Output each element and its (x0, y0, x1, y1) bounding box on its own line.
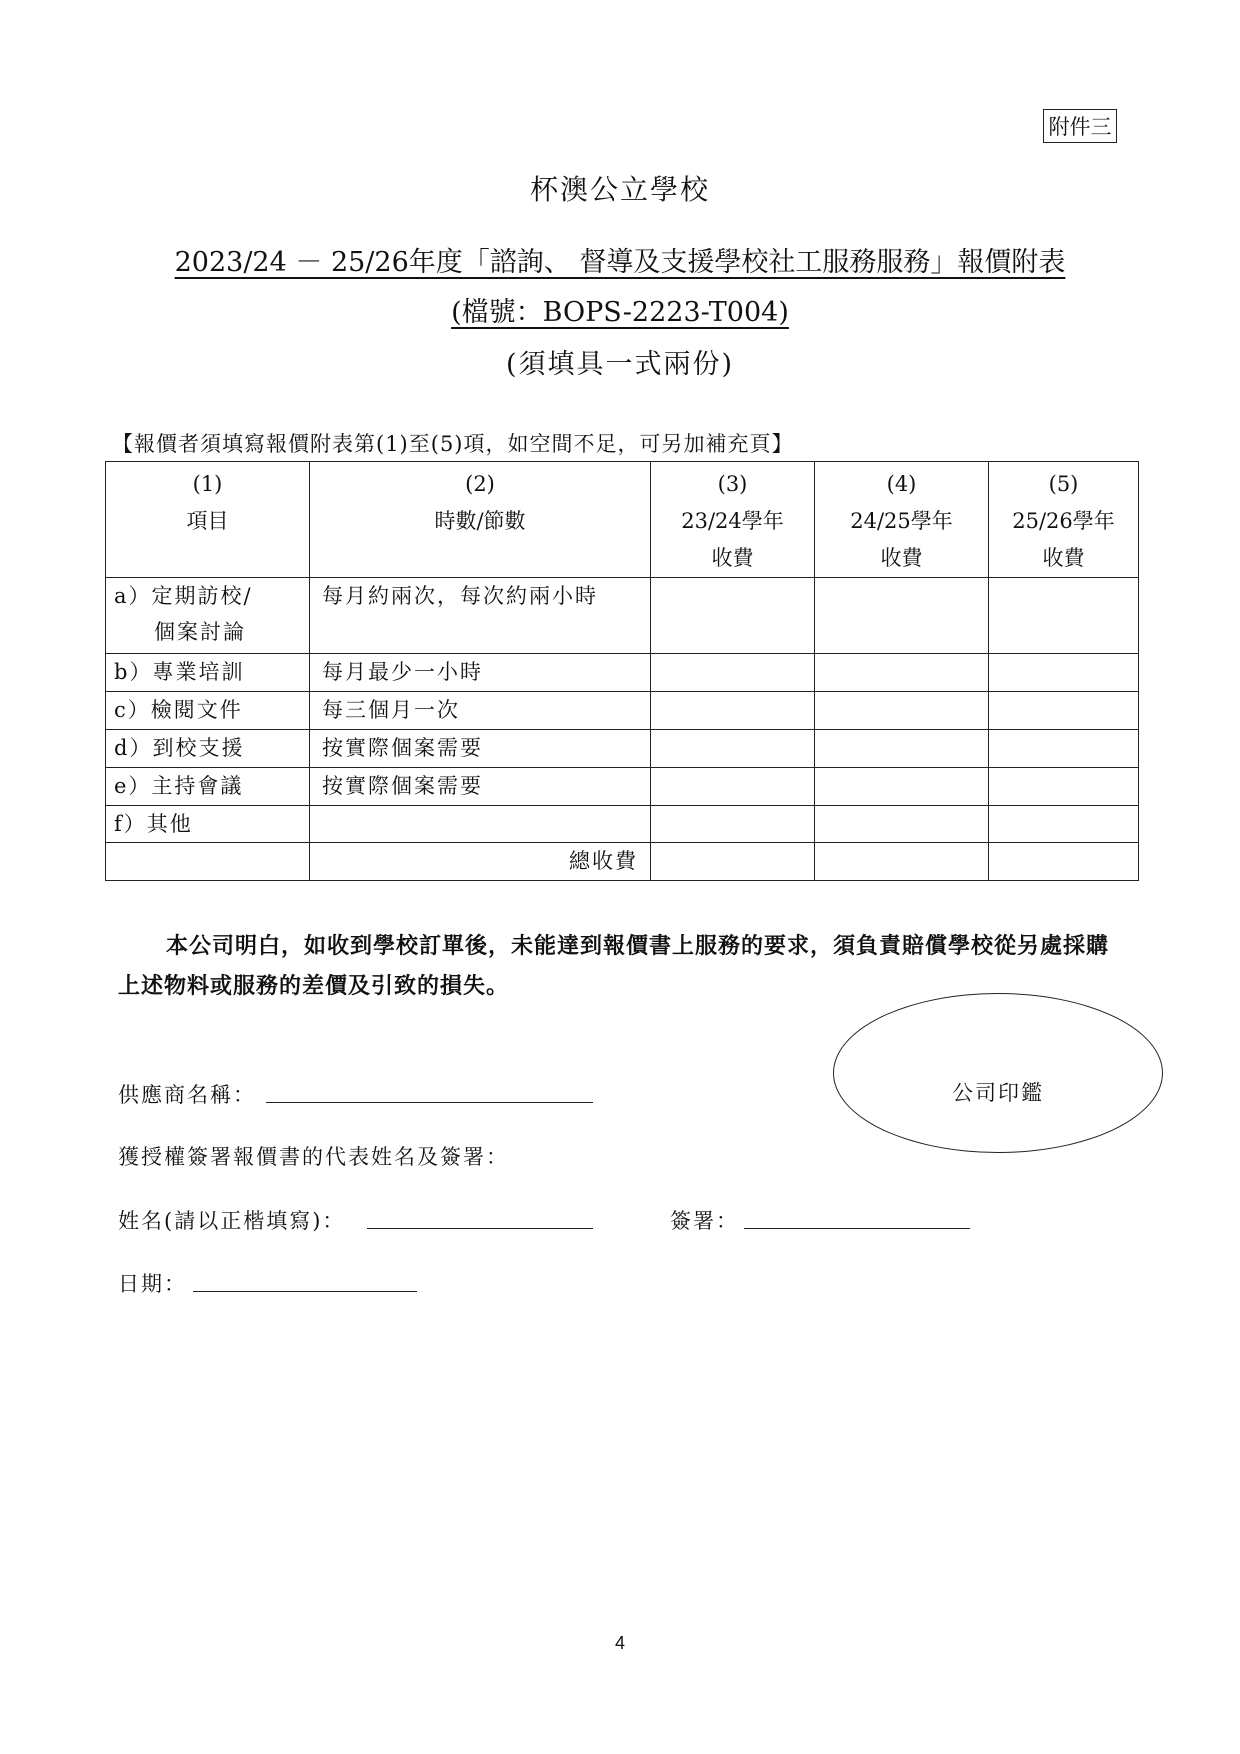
column-header (989, 462, 1139, 578)
fee-cell-2324[interactable] (651, 768, 815, 806)
name-label: 姓名(請以正楷填寫)： (118, 1209, 346, 1233)
table-instruction: 【報價者須填寫報價附表第(1)至(5)項，如空間不足，可另加補充頁】 (112, 432, 794, 456)
column-label: 23/24學年 (681, 509, 784, 533)
company-seal-label: 公司印鑑 (952, 1081, 1044, 1105)
column-header (106, 462, 310, 578)
fee-cell-2425[interactable] (815, 692, 989, 730)
column-sublabel: 收費 (880, 546, 923, 570)
fee-cell-2425[interactable] (815, 654, 989, 692)
column-number: (3) (717, 472, 748, 496)
column-number: (1) (192, 472, 223, 496)
column-header (310, 462, 651, 578)
item-label: a）定期訪校/ (114, 584, 253, 608)
item-cell: b）專業培訓 (106, 654, 310, 692)
table-row (106, 692, 1139, 730)
fee-cell-2526[interactable] (989, 654, 1139, 692)
column-label: 項目 (186, 509, 229, 533)
fee-cell-2425[interactable] (815, 730, 989, 768)
date-label: 日期： (118, 1272, 187, 1296)
column-number: (2) (465, 472, 495, 496)
fee-cell-2324[interactable] (651, 806, 815, 843)
column-label: 24/25學年 (850, 509, 953, 533)
file-number-text: (檔號：BOPS-2223-T004) (451, 297, 789, 328)
column-number: (5) (1048, 472, 1079, 496)
column-sublabel: 收費 (711, 546, 754, 570)
column-header (651, 462, 815, 578)
hours-cell: 每三個月一次 (310, 692, 651, 730)
table-row (106, 730, 1139, 768)
item-label-continued: 個案討論 (154, 620, 246, 644)
table-row (106, 654, 1139, 692)
signature-line[interactable] (744, 1228, 970, 1229)
hours-cell[interactable] (310, 806, 651, 843)
total-label: 總收費 (310, 843, 651, 881)
total-row (106, 843, 1139, 881)
fee-cell-2526[interactable] (989, 768, 1139, 806)
column-sublabel: 收費 (1042, 546, 1085, 570)
fee-cell-2526[interactable] (989, 692, 1139, 730)
supplier-name-line[interactable] (266, 1102, 593, 1103)
document-title (0, 240, 1240, 279)
hours-cell: 每月約兩次，每次約兩小時 (310, 578, 651, 654)
total-blank-cell (106, 843, 310, 881)
hours-cell: 每月最少一小時 (310, 654, 651, 692)
fee-cell-2526[interactable] (989, 806, 1139, 843)
fee-cell-2425[interactable] (815, 806, 989, 843)
item-cell: e）主持會議 (106, 768, 310, 806)
total-fee-2526[interactable] (989, 843, 1139, 881)
item-cell (106, 578, 310, 654)
total-fee-2425[interactable] (815, 843, 989, 881)
supplier-label: 供應商名稱： (118, 1083, 256, 1107)
table-row (106, 578, 1139, 654)
authorized-rep-label: 獲授權簽署報價書的代表姓名及簽署： (118, 1145, 509, 1169)
page-number: 4 (614, 1633, 625, 1653)
fee-cell-2526[interactable] (989, 578, 1139, 654)
quotation-table (105, 461, 1139, 881)
date-line[interactable] (193, 1291, 417, 1292)
fee-cell-2526[interactable] (989, 730, 1139, 768)
column-label: 25/26學年 (1012, 509, 1115, 533)
copies-note: (須填具一式兩份) (505, 349, 735, 380)
file-number (0, 290, 1240, 329)
school-name: 杯澳公立學校 (529, 173, 710, 206)
column-number: (4) (886, 472, 917, 496)
fee-cell-2324[interactable] (651, 692, 815, 730)
liability-statement: 本公司明白，如收到學校訂單後，未能達到報價書上服務的要求，須負責賠償學校從另處採購上述物料或服務的差價及引致的損失。 (118, 933, 1110, 999)
column-header (815, 462, 989, 578)
signature-label: 簽署： (670, 1209, 739, 1233)
table-row (106, 806, 1139, 843)
company-seal-oval[interactable] (833, 993, 1163, 1153)
fee-cell-2425[interactable] (815, 578, 989, 654)
total-fee-2324[interactable] (651, 843, 815, 881)
item-cell: f）其他 (106, 806, 310, 843)
hours-cell: 按實際個案需要 (310, 730, 651, 768)
item-cell: d）到校支援 (106, 730, 310, 768)
document-title-text: 2023/24 － 25/26年度「諮詢、 督導及支援學校社工服務服務」報價附表 (174, 247, 1066, 278)
table-header-row (106, 462, 1139, 578)
attachment-label: 附件三 (1043, 109, 1117, 143)
hours-cell: 按實際個案需要 (310, 768, 651, 806)
item-cell: c）檢閱文件 (106, 692, 310, 730)
column-label: 時數/節數 (434, 509, 526, 533)
table-row (106, 768, 1139, 806)
fee-cell-2324[interactable] (651, 578, 815, 654)
fee-cell-2324[interactable] (651, 654, 815, 692)
fee-cell-2324[interactable] (651, 730, 815, 768)
name-line[interactable] (367, 1228, 593, 1229)
fee-cell-2425[interactable] (815, 768, 989, 806)
